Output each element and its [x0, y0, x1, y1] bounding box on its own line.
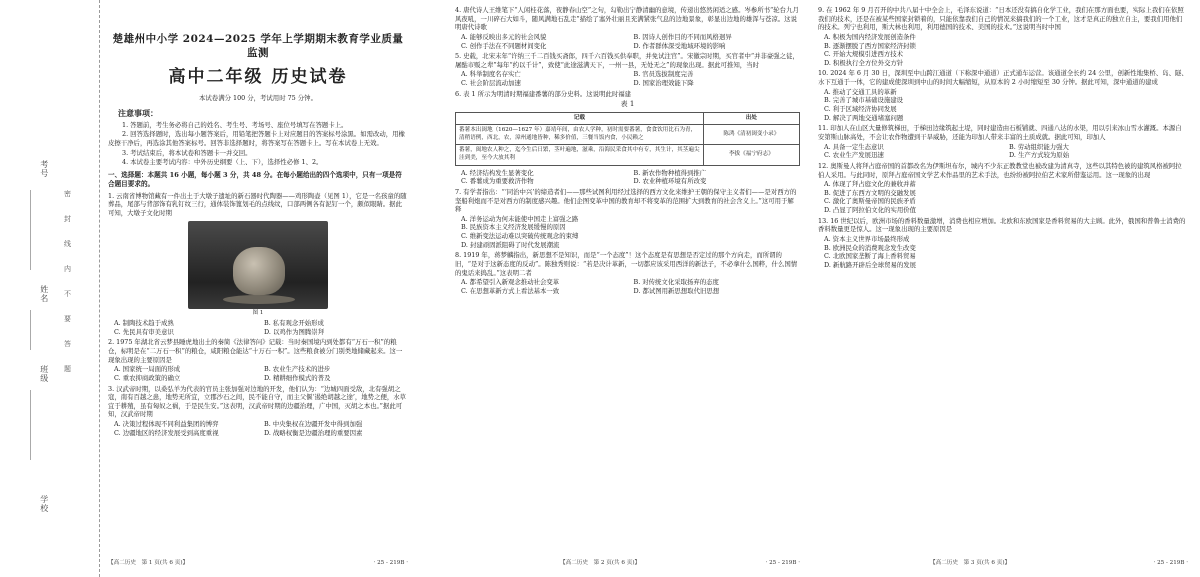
option-b: B. 劳动组织能力强大 — [1009, 142, 1069, 151]
option-d: D. 凸显了阿拉伯文化的实用价值 — [824, 206, 917, 215]
footer-code: · 25 - 219B · — [1153, 560, 1188, 566]
question-1 — [108, 192, 408, 337]
option-c: C. 社会阶层流动加速 — [461, 79, 521, 88]
option-c: C. 农业生产发展迅速 — [824, 151, 884, 160]
option-b: B. 对传统文化采取扬弃的态度 — [633, 278, 719, 287]
option-b: B. 欧洲民众的消费观念发生改变 — [824, 243, 916, 252]
binding-margin — [0, 0, 100, 577]
question-10 — [818, 69, 1188, 122]
xuexiao-label: 学校 — [39, 495, 49, 513]
option-b: B. 中央集权在边疆开发中得到加强 — [264, 420, 363, 429]
xingming-label: 姓名 — [39, 285, 49, 303]
option-c: C. 利于区域经济协同发展 — [824, 105, 897, 114]
option-a: A. 推动了交通工具的革新 — [824, 87, 897, 96]
seal-warning: 密封线内不要答题 — [63, 190, 72, 390]
option-c: C. 重农抑商政策的确立 — [114, 373, 181, 382]
option-b: B. 新农作物种植得到推广 — [633, 168, 707, 177]
notice-block — [108, 108, 408, 167]
table-title: 表 1 — [620, 100, 635, 109]
pottery-vessel-shape — [233, 247, 285, 295]
figure-caption: 图 1 — [252, 309, 264, 316]
notice-item: 3. 考试结束后，将本试卷和答题卡一并交回。 — [122, 148, 252, 157]
page-1 — [108, 6, 408, 554]
option-a: A. 体现了拜占庭文化的兼收并蓄 — [824, 180, 916, 189]
question-6 — [455, 90, 800, 186]
option-d: D. 都试图用新思想取代旧思想 — [633, 286, 720, 295]
option-b: B. 私有观念开始形成 — [264, 319, 324, 328]
question-8 — [455, 251, 800, 295]
options — [824, 143, 1188, 160]
question-7 — [455, 188, 800, 249]
footer-page-label: 【高二历史 第 3 页(共 6 页)】 — [930, 560, 1011, 566]
notice-item: 1. 答题前，考生务必将自己的姓名、考生号、考场号、座位号填写在答题卡上。 — [122, 120, 348, 129]
score-info: 本试卷满分 100 分，考试用时 75 分钟。 — [199, 94, 317, 103]
options — [114, 319, 408, 336]
table-cell-source: 李拔《福宁府志》 — [703, 145, 799, 165]
question-9 — [818, 6, 1188, 67]
options — [824, 235, 1188, 270]
option-b: B. 逐渐摆脱了西方国家经济封锁 — [824, 41, 916, 50]
page-2 — [455, 6, 800, 554]
page-3 — [818, 6, 1188, 554]
option-d: D. 精耕细作模式的普及 — [264, 373, 331, 382]
option-d: D. 封建顽固派阻碍了时代发展潮流 — [461, 240, 560, 249]
options — [461, 278, 800, 295]
options — [114, 365, 408, 382]
option-a: A. 资本主义世界市场最终形成 — [824, 235, 910, 244]
options — [824, 180, 1188, 215]
option-a: A. 制陶技术趋于成熟 — [114, 319, 174, 328]
option-a: A. 都希望引入新观念推动社会变革 — [461, 278, 560, 287]
pottery-photo — [188, 221, 328, 309]
section-heading: 一、选择题：本题共 16 小题，每小题 3 分，共 48 分。在每小题给出的四个选项中，只有一项是符合题目要求的。 — [108, 170, 402, 188]
question-stem: 10. 2024 年 6 月 30 日，深圳至中山跨江通道（下称深中通道）正式通车运营。该通道全长约 24 公里，创新性地集桥、岛、隧、水下互通于一体，它的建成使深圳到中山的时间大幅缩短，从原本的 2 小时缩短至 30 分钟。据此可知，深中通道的建成 — [818, 69, 1188, 87]
options — [114, 420, 408, 437]
banji-line — [30, 390, 31, 460]
kaohao-label: 考号 — [39, 160, 49, 178]
options — [461, 215, 800, 250]
question-stem: 9. 在 1962 年 9 月召开的中共八届十中全会上，毛泽东说道：“日本还没有搞自化学工业，我们在那方面也要，实际上我们在依照我们的技术，还是在被某些国家封锁着的，只能依靠我们自己的情况来搞我们的一个工业，这才是真正的独立自主，要我们用他们的技术。列宁也利用，斯大林也利用，利用德国的技术、美国的技术。”这说明当时中国 — [818, 6, 1184, 32]
option-b: B. 促进了东西方文明的交融发展 — [824, 188, 916, 197]
option-c: C. 番薯成为重要救济作物 — [461, 177, 534, 186]
exam-title: 楚雄州中小学 2024—2025 学年上学期期末教育学业质量监测 — [112, 33, 404, 60]
option-b: B. 官员选拔制度完善 — [633, 70, 694, 79]
option-c: C. 北欧国家垄断了海上香料贸易 — [824, 252, 916, 261]
option-b: B. 因诗人创作目的不同而风格迥异 — [633, 32, 732, 41]
option-d: D. 生产方式较为原始 — [1009, 151, 1070, 160]
table-header-row — [456, 112, 800, 125]
option-c: C. 边疆地区的经济发展受到高度重视 — [114, 428, 219, 437]
question-stem: 6. 表 1 所示为明清时期福建番薯的部分史料。这说明此时福建 — [455, 89, 632, 98]
xingming-line — [30, 310, 31, 350]
options — [824, 88, 1188, 123]
table-cell: 番薯，闽地农人种之，迄今生后日繁，茎叶遍地，滋乘，沿海民采食其中有专，其生计，其茎遍尖洼到美，至今大放其利 — [456, 145, 704, 165]
options — [824, 33, 1188, 68]
table-cell-source: 陈鸿《清初闽变小录》 — [703, 125, 799, 145]
option-d: D. 以鸡作为图腾崇拜 — [264, 327, 325, 336]
question-stem: 12. 奥斯曼人将拜占庭帝国的首都改名为伊斯坦布尔，城内不少东正教教堂也被改建为清真寺，这些以其特色被的建筑风格被阿拉伯人采用。与此同时，原拜占庭帝国文学艺术作品里的艺术手法，也纷纷被阿拉伯艺术家所借鉴运用。这一现象的出现 — [818, 161, 1182, 179]
table-header: 记载 — [456, 112, 704, 125]
question-stem: 2. 1975 年湖北省云梦县睡虎地出土的秦简《法律答问》记载：当时秦国境内到处都有“万石一积”的粮仓，标明是在“二万石一积”的粮仓，咸阳粮仓能达“十万石一积”。这些粮食被分门别类地储藏起来。这一现象出现的主要原因是 — [108, 338, 403, 364]
options — [461, 169, 800, 186]
question-stem: 7. 有学者指出：“‘同治中兴’的缔造者们——那些试图利用经过选择的西方文化来维护王朝的保守主义者们——是对西方的坚船利炮而不是对西方的制度感兴趣。他们企图变革中国的教育却不将变革的范围扩大到教育的社会含义上。”这可用于解释 — [455, 187, 797, 214]
option-a: A. 积极为国内经济发展创造条件 — [824, 32, 916, 41]
notice-item: 2. 回答选择题时，选出每小题答案后，用铅笔把答题卡上对应题目的答案标号涂黑。如需改动，用橡皮擦干净后，再选涂其他答案标号。回答非选择题时，将答案写在答题卡上。写在本试卷上无效。 — [108, 130, 405, 147]
option-d: D. 农业种植环境有所改变 — [633, 177, 707, 186]
question-stem: 8. 1919 年，蒋梦麟指出，新思想不是知识，而是“一个态度”！这个态度是有思想是否定过的那个方向走，而所谓的旧，“是对于这新态度的反动”。陈独秀则说：“若是决计革新，一切都应该采用西洋的新法子，不必拿什么国粹，什么国情的鬼话来捣乱。”这表明二者 — [455, 251, 798, 277]
option-d: D. 战略权衡是边疆治理的重要因素 — [264, 428, 363, 437]
footer-page-label: 【高二历史 第 1 页(共 6 页)】 — [108, 560, 189, 566]
question-4 — [455, 6, 800, 50]
question-13 — [818, 217, 1188, 270]
question-12 — [818, 162, 1188, 215]
option-d: D. 积极执行全方位外交方针 — [824, 58, 904, 67]
question-stem: 1. 云南省博物馆藏有一件出土于大墩子遗址的新石器时代陶器——鸡形陶壶（见图 1），它是一名孩童的随葬品，尾部与背部饰有乳钉纹三行，通体装饰篦划毛的点线纹，口部两侧各有泥钉一个，颇似眼睛。据此可知，大墩子文化时期 — [108, 191, 407, 217]
options — [461, 33, 800, 50]
exam-subtitle: 高中二年级 历史试卷 — [168, 67, 348, 88]
footer-code: · 25 - 219B · — [373, 560, 408, 566]
option-b: B. 民族资本主义经济发展缓慢的原因 — [461, 223, 566, 232]
option-a: A. 经济结构发生显著变化 — [461, 168, 534, 177]
option-b: B. 完善了城市基础设施建设 — [824, 96, 904, 105]
question-5 — [455, 52, 800, 88]
options — [461, 70, 800, 87]
option-a: A. 能够反映出多元的社会风貌 — [461, 32, 547, 41]
option-d: D. 解决了两地交通堵塞问题 — [824, 113, 904, 122]
question-stem: 4. 唐代诗人王维笔下“人闲桂花落，夜静春山空”之句，勾勒出宁静清幽的意境，传递出悠然闲适之感。岑参所书“轮台九月风夜吼，一川碎石大如斗，随风满地石乱走”描绘了塞外壮丽且充满紧张气息的边地景象，彰显出边地的雄浑与苍凉。这说明唐代诗歌 — [455, 6, 799, 32]
option-c: C. 维新变法运动难以突破传统观念的束缚 — [461, 232, 579, 241]
option-a: A. 国家统一局面的形成 — [114, 365, 181, 374]
option-c: C. 在思想革新方式上看法基本一致 — [461, 286, 560, 295]
question-2 — [108, 338, 408, 382]
table-row — [456, 125, 800, 145]
option-c: C. 创作手法在不同题材间变化 — [461, 41, 547, 50]
footer-page-label: 【高二历史 第 2 页(共 6 页)】 — [560, 560, 641, 566]
option-a: A. 科举制度名存实亡 — [461, 70, 521, 79]
question-stem: 13. 16 世纪以后，欧洲市场的香料数量激增，消费也相应增加。北欧和东欧国家是香料贸易的大主顾。此外，俄国和普鲁士消费的香料数量更是惊人。这一现象出现的主要原因是 — [818, 216, 1186, 234]
option-d: D. 作者群体深受地域环境的影响 — [633, 41, 726, 50]
option-c: C. 开始大规模引进西方技术 — [824, 50, 904, 59]
option-b: B. 农业生产技术的进步 — [264, 365, 331, 374]
option-c: C. 激化了奥斯曼帝国的民族矛盾 — [824, 197, 916, 206]
banji-label: 班级 — [39, 365, 49, 383]
option-d: D. 新航路开辟后全球贸易的发展 — [824, 260, 917, 269]
kaohao-line — [30, 190, 31, 270]
history-table — [455, 112, 800, 166]
question-11 — [818, 124, 1188, 160]
question-stem: 11. 印加人在山区大量修筑梯田，于梯田边缘筑起土堤，同时建造由石板铺就、四通八达的水渠，用以引来冰山雪水灌溉。本源自安第斯山脉高处，不会让农作物遭到干旱威胁，还能为印加人带来丰富的土质成就。据此可知，印加人 — [818, 124, 1182, 141]
question-stem: 3. 汉武帝时期，以桑弘羊为代表的官员主张加强对边地的开发，他们认为：“边城四面受敌，北有强胡之寇，南有百越之患，地势无所宜，立郡沙石之间，民不能自守，而主父偃‘遏绝胡越之途’，地势之便，水草宜于耕殖，虽有匈奴之祸，于是民生安。”这表明，汉武帝时期的边疆治理，广中国，灭胡之本也。”据此可知，汉武帝时期 — [108, 384, 407, 419]
question-3 — [108, 385, 408, 438]
option-c: C. 先民具有审美意识 — [114, 327, 174, 336]
question-stem: 5. 史载，北宋末年“许纳三千二百钱买斋郎，四千六百钱买供奉职，并免试注官”。宋徽宗时期，买官者中“并非豪强之徒，屠酤市贩之辈”每年“约以千计”，致使“此途滋满天下，一州一县，无处无之”的现象出现。据此可推知，当时 — [455, 52, 799, 69]
option-d: D. 国家治理效能下降 — [633, 79, 694, 88]
footer-code: · 25 - 219B · — [765, 560, 800, 566]
table-row — [456, 145, 800, 165]
option-a: A. 决策过程体现不同利益集团的博弈 — [114, 420, 219, 429]
option-a: A. 具备一定生态意识 — [824, 142, 884, 151]
table-cell: 番薯本出闽地（1620—1627 年）嘉靖年间，由农人学种，初时需要番薯，食食饮用比石为青，清稍语例，西北，农，漳州通地皆种，稀多价值，三餐当饭内食，小民赖之 — [456, 125, 704, 145]
option-a: A. 洋务运动为何未能使中国走上富强之路 — [461, 214, 579, 223]
table-header: 出处 — [703, 112, 799, 125]
notice-heading: 注意事项： — [118, 107, 158, 118]
display-base-shape — [223, 295, 295, 304]
notice-item: 4. 本试卷主要考试内容：中外历史纲要（上、下），选择性必修 1、2。 — [122, 158, 323, 167]
